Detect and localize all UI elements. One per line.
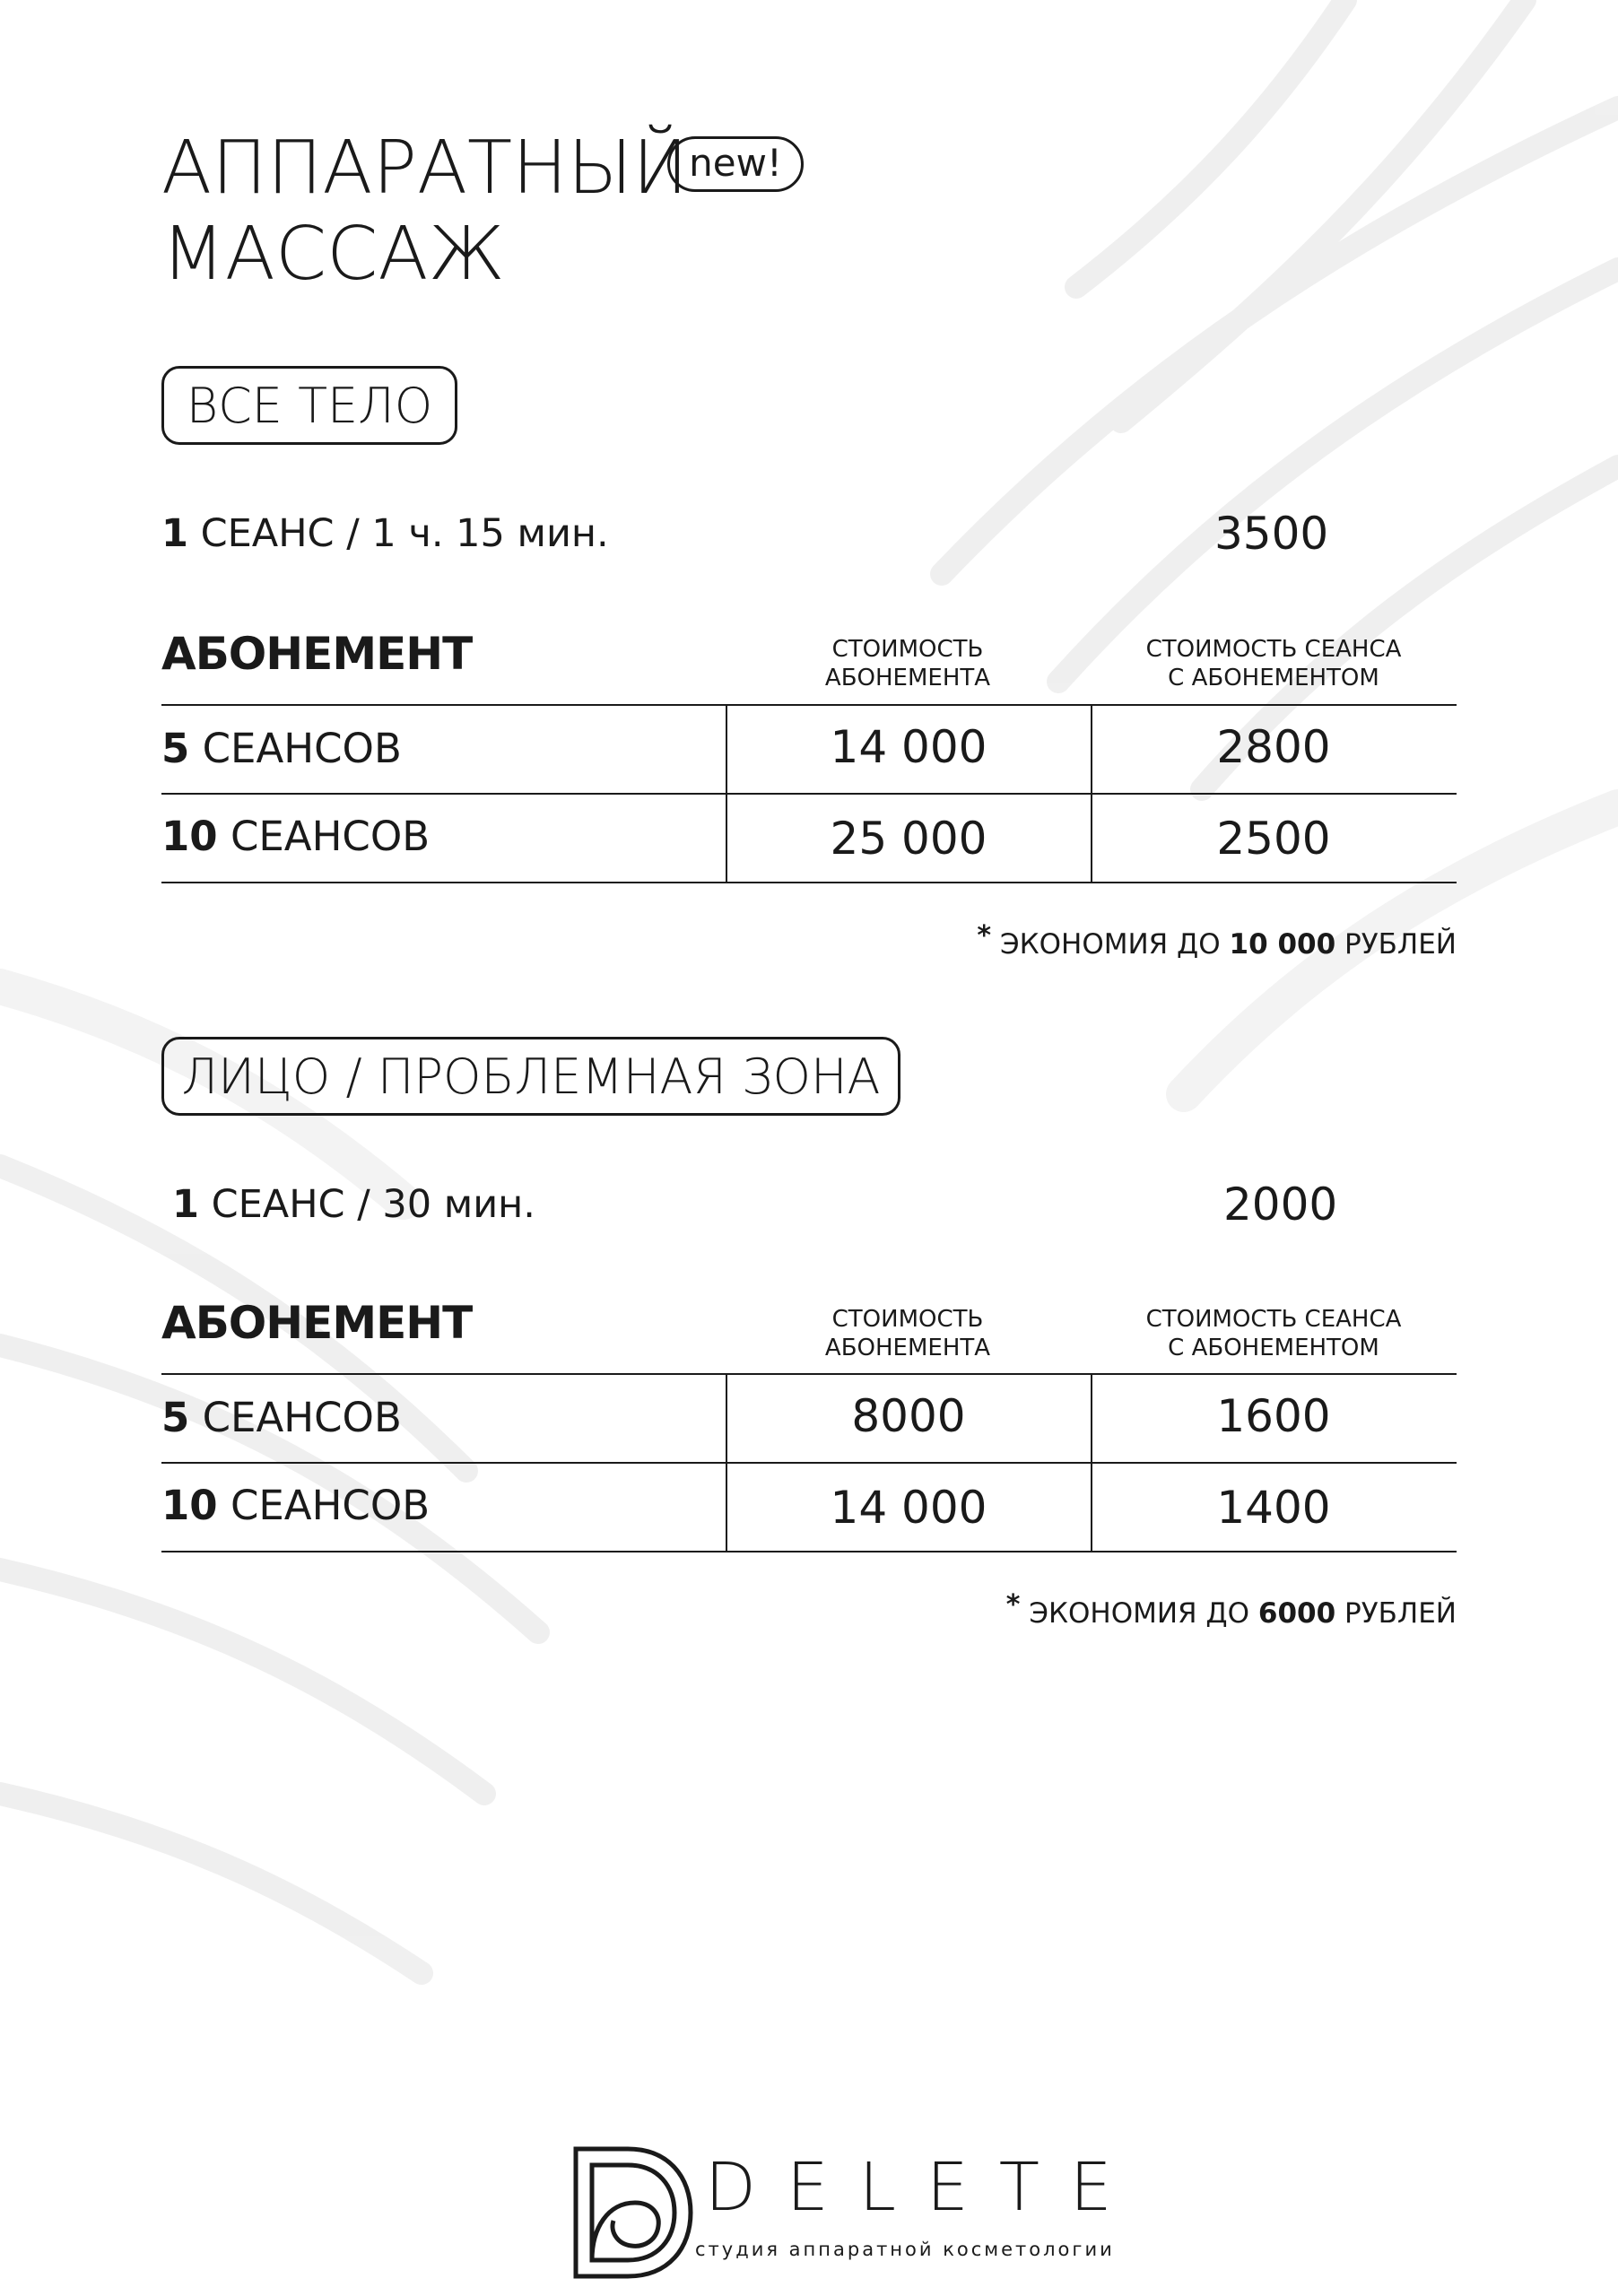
single-session-label [161,511,609,556]
table-row-label [161,725,402,772]
table-divider [161,1462,1457,1464]
note-prefix: ЭКОНОМИЯ ДО [1029,1597,1250,1630]
single-session-text: СЕАНС / 30 мин. [211,1182,535,1227]
title-line-1: АППАРАТНЫЙ [161,126,689,211]
row-per-session-price: 1600 [1216,1390,1331,1442]
title-line-2: МАССАЖ [161,212,505,297]
col-head-per-session-line2: С АБОНЕМЕНТОМ [1168,665,1379,691]
row-text: СЕАНСОВ [202,1394,402,1441]
row-per-session-price: 2800 [1216,721,1331,773]
row-count: 5 [161,1394,190,1441]
logo-tagline: студия аппаратной косметологии [695,2239,1115,2260]
table-divider [161,704,1457,706]
row-per-session-price: 1400 [1216,1482,1331,1534]
asterisk: * [977,920,992,952]
col-head-per-session-line1: СТОИМОСТЬ СЕАНСА [1145,636,1402,663]
note-amount: 6000 [1257,1597,1336,1630]
logo-wordmark: DELETE [705,2149,1143,2226]
single-session-text: СЕАНС / 1 ч. 15 мин. [200,511,609,556]
single-session-label [172,1182,535,1227]
savings-note [1006,1589,1457,1630]
row-text: СЕАНСОВ [230,1482,431,1529]
section-pill-face: ЛИЦО / ПРОБЛЕМНАЯ ЗОНА [161,1037,900,1116]
col-head-per-session [1112,1305,1435,1362]
new-badge: new! [667,136,804,192]
row-total-price: 14 000 [830,1482,987,1534]
col-head-per-session [1112,635,1435,692]
col-head-per-session-line1: СТОИМОСТЬ СЕАНСА [1145,1306,1402,1333]
note-suffix: РУБЛЕЙ [1344,1597,1457,1630]
col-head-total-line1: СТОИМОСТЬ [831,636,984,663]
savings-note [977,920,1457,961]
row-count: 10 [161,1482,218,1529]
section-pill-body: ВСЕ ТЕЛО [161,366,457,445]
row-total-price: 8000 [851,1390,966,1442]
table-divider [161,1551,1457,1552]
table-divider [161,882,1457,883]
row-text: СЕАНСОВ [202,725,402,772]
note-suffix: РУБЛЕЙ [1344,928,1457,961]
table-divider [161,1373,1457,1375]
note-amount: 10 000 [1229,928,1336,961]
col-head-total [746,1305,1069,1362]
subscription-heading: АБОНЕМЕНТ [161,1297,473,1349]
table-row-label [161,813,430,860]
row-text: СЕАНСОВ [230,813,431,860]
row-count: 5 [161,725,190,772]
table-divider [161,793,1457,795]
note-prefix: ЭКОНОМИЯ ДО [999,928,1221,961]
single-session-price: 2000 [1223,1178,1338,1231]
col-head-total-line2: АБОНЕМЕНТА [824,1335,991,1361]
col-head-total-line1: СТОИМОСТЬ [831,1306,984,1333]
row-total-price: 14 000 [830,721,987,773]
single-session-count: 1 [161,511,188,556]
table-row-label [161,1482,430,1529]
asterisk: * [1005,1589,1021,1621]
page-title [161,126,688,298]
subscription-heading: АБОНЕМЕНТ [161,628,473,680]
single-session-count: 1 [172,1182,199,1227]
row-per-session-price: 2500 [1216,813,1331,865]
table-row-label [161,1394,402,1441]
row-count: 10 [161,813,218,860]
row-total-price: 25 000 [830,813,987,865]
col-head-total-line2: АБОНЕМЕНТА [824,665,991,691]
delete-logo-mark-icon [572,2145,694,2280]
col-head-per-session-line2: С АБОНЕМЕНТОМ [1168,1335,1379,1361]
col-head-total [746,635,1069,692]
single-session-price: 3500 [1214,508,1329,560]
